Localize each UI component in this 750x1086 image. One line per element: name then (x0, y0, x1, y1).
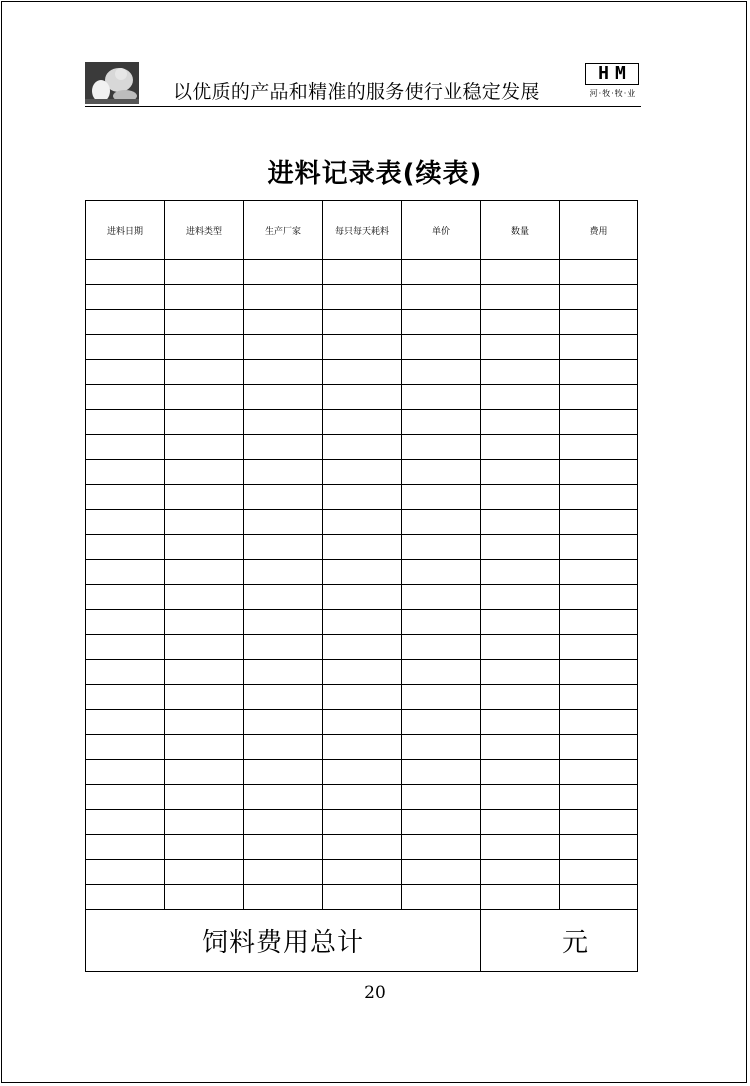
table-cell[interactable] (402, 460, 481, 485)
table-cell[interactable] (165, 460, 244, 485)
logo-subtitle: 河·牧·牧·业 (589, 89, 637, 98)
table-cell[interactable] (402, 485, 481, 510)
table-cell[interactable] (402, 610, 481, 635)
table-cell[interactable] (402, 860, 481, 885)
table-cell[interactable] (481, 385, 560, 410)
table-cell[interactable] (560, 710, 638, 735)
table-cell[interactable] (560, 410, 638, 435)
table-cell[interactable] (244, 460, 323, 485)
table-cell[interactable] (560, 885, 638, 910)
table-cell[interactable] (86, 535, 165, 560)
table-cell[interactable] (86, 635, 165, 660)
table-cell[interactable] (323, 385, 402, 410)
table-cell[interactable] (165, 385, 244, 410)
table-cell[interactable] (560, 485, 638, 510)
table-cell[interactable] (560, 510, 638, 535)
table-cell[interactable] (481, 860, 560, 885)
table-cell[interactable] (481, 260, 560, 285)
table-cell[interactable] (323, 810, 402, 835)
table-cell[interactable] (244, 760, 323, 785)
page-number: 20 (364, 983, 386, 1003)
table-cell[interactable] (560, 435, 638, 460)
table-cell[interactable] (86, 810, 165, 835)
table-row (86, 335, 638, 360)
table-cell[interactable] (481, 660, 560, 685)
logo-letter-h: H (598, 63, 609, 84)
table-cell[interactable] (402, 285, 481, 310)
table-cell[interactable] (323, 335, 402, 360)
table-cell[interactable] (244, 735, 323, 760)
table-cell[interactable] (244, 260, 323, 285)
page-title: 进料记录表(续表) (267, 159, 483, 189)
table-cell[interactable] (481, 535, 560, 560)
table-cell[interactable] (244, 485, 323, 510)
table-row (86, 385, 638, 410)
table-cell[interactable] (244, 435, 323, 460)
table-cell[interactable] (323, 610, 402, 635)
table-cell[interactable] (323, 685, 402, 710)
table-cell[interactable] (323, 835, 402, 860)
column-header-quantity: 数量 (481, 201, 560, 260)
table-cell[interactable] (323, 735, 402, 760)
table-cell[interactable] (402, 535, 481, 560)
table-cell[interactable] (402, 885, 481, 910)
table-cell[interactable] (481, 410, 560, 435)
table-cell[interactable] (244, 785, 323, 810)
table-cell[interactable] (86, 760, 165, 785)
table-cell[interactable] (165, 685, 244, 710)
table-cell[interactable] (165, 435, 244, 460)
table-row (86, 860, 638, 885)
table-cell[interactable] (86, 685, 165, 710)
table-cell[interactable] (481, 610, 560, 635)
table-cell[interactable] (402, 310, 481, 335)
table-cell[interactable] (323, 710, 402, 735)
table-cell[interactable] (86, 310, 165, 335)
table-cell[interactable] (165, 785, 244, 810)
table-row (86, 510, 638, 535)
table-cell[interactable] (244, 835, 323, 860)
table-cell[interactable] (481, 510, 560, 535)
table-cell[interactable] (86, 660, 165, 685)
table-cell[interactable] (402, 335, 481, 360)
table-cell[interactable] (560, 610, 638, 635)
table-cell[interactable] (244, 660, 323, 685)
table-cell[interactable] (244, 560, 323, 585)
table-cell[interactable] (481, 735, 560, 760)
table-cell[interactable] (560, 285, 638, 310)
table-cell[interactable] (165, 710, 244, 735)
table-row (86, 410, 638, 435)
table-cell[interactable] (481, 310, 560, 335)
table-cell[interactable] (86, 860, 165, 885)
table-cell[interactable] (323, 660, 402, 685)
column-header-date: 进料日期 (86, 201, 165, 260)
column-header-daily-consumption: 每只每天耗料 (323, 201, 402, 260)
table-cell[interactable] (244, 635, 323, 660)
page-header (85, 60, 641, 107)
table-cell[interactable] (86, 360, 165, 385)
table-row (86, 435, 638, 460)
total-label: 饲料费用总计 (86, 910, 481, 972)
table-cell[interactable] (86, 560, 165, 585)
table-row (86, 285, 638, 310)
table-cell[interactable] (323, 860, 402, 885)
table-cell[interactable] (560, 635, 638, 660)
total-unit: 元 (481, 910, 638, 972)
table-cell[interactable] (560, 560, 638, 585)
column-header-type: 进料类型 (165, 201, 244, 260)
table-cell[interactable] (165, 860, 244, 885)
table-row (86, 560, 638, 585)
table-cell[interactable] (165, 735, 244, 760)
table-cell[interactable] (244, 360, 323, 385)
table-cell[interactable] (323, 410, 402, 435)
table-cell[interactable] (244, 285, 323, 310)
table-cell[interactable] (244, 310, 323, 335)
table-cell[interactable] (481, 810, 560, 835)
table-row (86, 785, 638, 810)
table-cell[interactable] (481, 710, 560, 735)
table-cell[interactable] (402, 785, 481, 810)
table-row (86, 610, 638, 635)
table-body (86, 260, 638, 910)
table-cell[interactable] (323, 460, 402, 485)
table-cell[interactable] (165, 660, 244, 685)
header-slogan: 以优质的产品和精准的服务使行业稳定发展 (173, 81, 540, 103)
table-cell[interactable] (323, 560, 402, 585)
table-cell[interactable] (323, 260, 402, 285)
table-cell[interactable] (560, 460, 638, 485)
table-cell[interactable] (481, 485, 560, 510)
table-cell[interactable] (165, 335, 244, 360)
table-cell[interactable] (323, 485, 402, 510)
table-cell[interactable] (481, 435, 560, 460)
table-cell[interactable] (86, 335, 165, 360)
table-header-row (86, 201, 638, 260)
table-row (86, 710, 638, 735)
table-cell[interactable] (323, 760, 402, 785)
company-logo (585, 63, 641, 103)
table-cell[interactable] (481, 560, 560, 585)
table-row (86, 835, 638, 860)
table-cell[interactable] (560, 335, 638, 360)
table-cell[interactable] (560, 785, 638, 810)
table-cell[interactable] (481, 585, 560, 610)
table-cell[interactable] (165, 310, 244, 335)
table-cell[interactable] (402, 410, 481, 435)
table-cell[interactable] (323, 285, 402, 310)
table-row (86, 535, 638, 560)
table-cell[interactable] (323, 535, 402, 560)
table-cell[interactable] (402, 260, 481, 285)
table-cell[interactable] (402, 585, 481, 610)
logo-mark (585, 63, 639, 85)
table-row (86, 310, 638, 335)
table-cell[interactable] (560, 260, 638, 285)
table-cell[interactable] (402, 360, 481, 385)
column-header-unit-price: 单价 (402, 201, 481, 260)
table-row (86, 735, 638, 760)
table-cell[interactable] (560, 360, 638, 385)
table-row (86, 885, 638, 910)
column-header-cost: 费用 (560, 201, 638, 260)
table-cell[interactable] (165, 635, 244, 660)
table-cell[interactable] (560, 385, 638, 410)
table-row (86, 485, 638, 510)
table-cell[interactable] (244, 710, 323, 735)
table-cell[interactable] (165, 810, 244, 835)
table-cell[interactable] (86, 385, 165, 410)
table-cell[interactable] (481, 360, 560, 385)
chick-photo-icon (85, 62, 139, 104)
table-cell[interactable] (86, 610, 165, 635)
table-cell[interactable] (402, 560, 481, 585)
table-cell[interactable] (481, 885, 560, 910)
table-cell[interactable] (402, 635, 481, 660)
table-cell[interactable] (86, 710, 165, 735)
table-cell[interactable] (560, 585, 638, 610)
table-cell[interactable] (244, 885, 323, 910)
table-row (86, 760, 638, 785)
table-cell[interactable] (165, 560, 244, 585)
table-cell[interactable] (86, 835, 165, 860)
table-cell[interactable] (560, 860, 638, 885)
table-cell[interactable] (323, 585, 402, 610)
table-cell[interactable] (86, 585, 165, 610)
table-cell[interactable] (481, 685, 560, 710)
table-cell[interactable] (402, 385, 481, 410)
table-cell[interactable] (560, 760, 638, 785)
table-cell[interactable] (86, 785, 165, 810)
table-cell[interactable] (481, 635, 560, 660)
table-cell[interactable] (244, 335, 323, 360)
table-cell[interactable] (165, 485, 244, 510)
table-cell[interactable] (165, 760, 244, 785)
table-cell[interactable] (165, 885, 244, 910)
table-cell[interactable] (323, 435, 402, 460)
table-cell[interactable] (323, 360, 402, 385)
table-cell[interactable] (244, 510, 323, 535)
table-row (86, 660, 638, 685)
table-cell[interactable] (165, 535, 244, 560)
table-cell[interactable] (402, 835, 481, 860)
table-cell[interactable] (86, 410, 165, 435)
table-cell[interactable] (402, 735, 481, 760)
feed-record-table (85, 200, 638, 972)
table-cell[interactable] (165, 260, 244, 285)
table-cell[interactable] (481, 460, 560, 485)
table-cell[interactable] (402, 510, 481, 535)
table-cell[interactable] (165, 360, 244, 385)
table-cell[interactable] (165, 410, 244, 435)
table-cell[interactable] (323, 885, 402, 910)
table-cell[interactable] (244, 860, 323, 885)
table-cell[interactable] (560, 735, 638, 760)
table-cell[interactable] (86, 460, 165, 485)
column-header-manufacturer: 生产厂家 (244, 201, 323, 260)
table-cell[interactable] (244, 610, 323, 635)
table-cell[interactable] (323, 785, 402, 810)
table-cell[interactable] (560, 810, 638, 835)
table-cell[interactable] (244, 810, 323, 835)
logo-letter-m: M (615, 63, 626, 84)
table-cell[interactable] (402, 710, 481, 735)
table-cell[interactable] (323, 310, 402, 335)
table-cell[interactable] (244, 410, 323, 435)
table-cell[interactable] (165, 610, 244, 635)
table-cell[interactable] (481, 785, 560, 810)
table-cell[interactable] (481, 760, 560, 785)
table-cell[interactable] (560, 535, 638, 560)
table-cell[interactable] (402, 660, 481, 685)
table-row (86, 685, 638, 710)
table-cell[interactable] (86, 510, 165, 535)
table-row (86, 460, 638, 485)
table-cell[interactable] (165, 510, 244, 535)
table-cell[interactable] (560, 685, 638, 710)
table-cell[interactable] (481, 835, 560, 860)
table-cell[interactable] (560, 660, 638, 685)
table-cell[interactable] (86, 435, 165, 460)
table-cell[interactable] (244, 535, 323, 560)
total-row (86, 910, 638, 972)
table-cell[interactable] (402, 435, 481, 460)
table-cell[interactable] (560, 310, 638, 335)
table-cell[interactable] (244, 385, 323, 410)
table-cell[interactable] (86, 485, 165, 510)
table-cell[interactable] (86, 260, 165, 285)
table-cell[interactable] (402, 685, 481, 710)
table-cell[interactable] (560, 835, 638, 860)
table-row (86, 260, 638, 285)
table-row (86, 635, 638, 660)
table-cell[interactable] (165, 585, 244, 610)
table-cell[interactable] (402, 810, 481, 835)
table-cell[interactable] (402, 760, 481, 785)
table-cell[interactable] (323, 510, 402, 535)
table-row (86, 360, 638, 385)
table-cell[interactable] (244, 685, 323, 710)
table-cell[interactable] (86, 735, 165, 760)
table-cell[interactable] (86, 885, 165, 910)
table-cell[interactable] (165, 285, 244, 310)
table-cell[interactable] (165, 835, 244, 860)
table-row (86, 585, 638, 610)
table-cell[interactable] (86, 285, 165, 310)
table-cell[interactable] (244, 585, 323, 610)
table-row (86, 810, 638, 835)
table-cell[interactable] (481, 335, 560, 360)
table-cell[interactable] (323, 635, 402, 660)
table-cell[interactable] (481, 285, 560, 310)
